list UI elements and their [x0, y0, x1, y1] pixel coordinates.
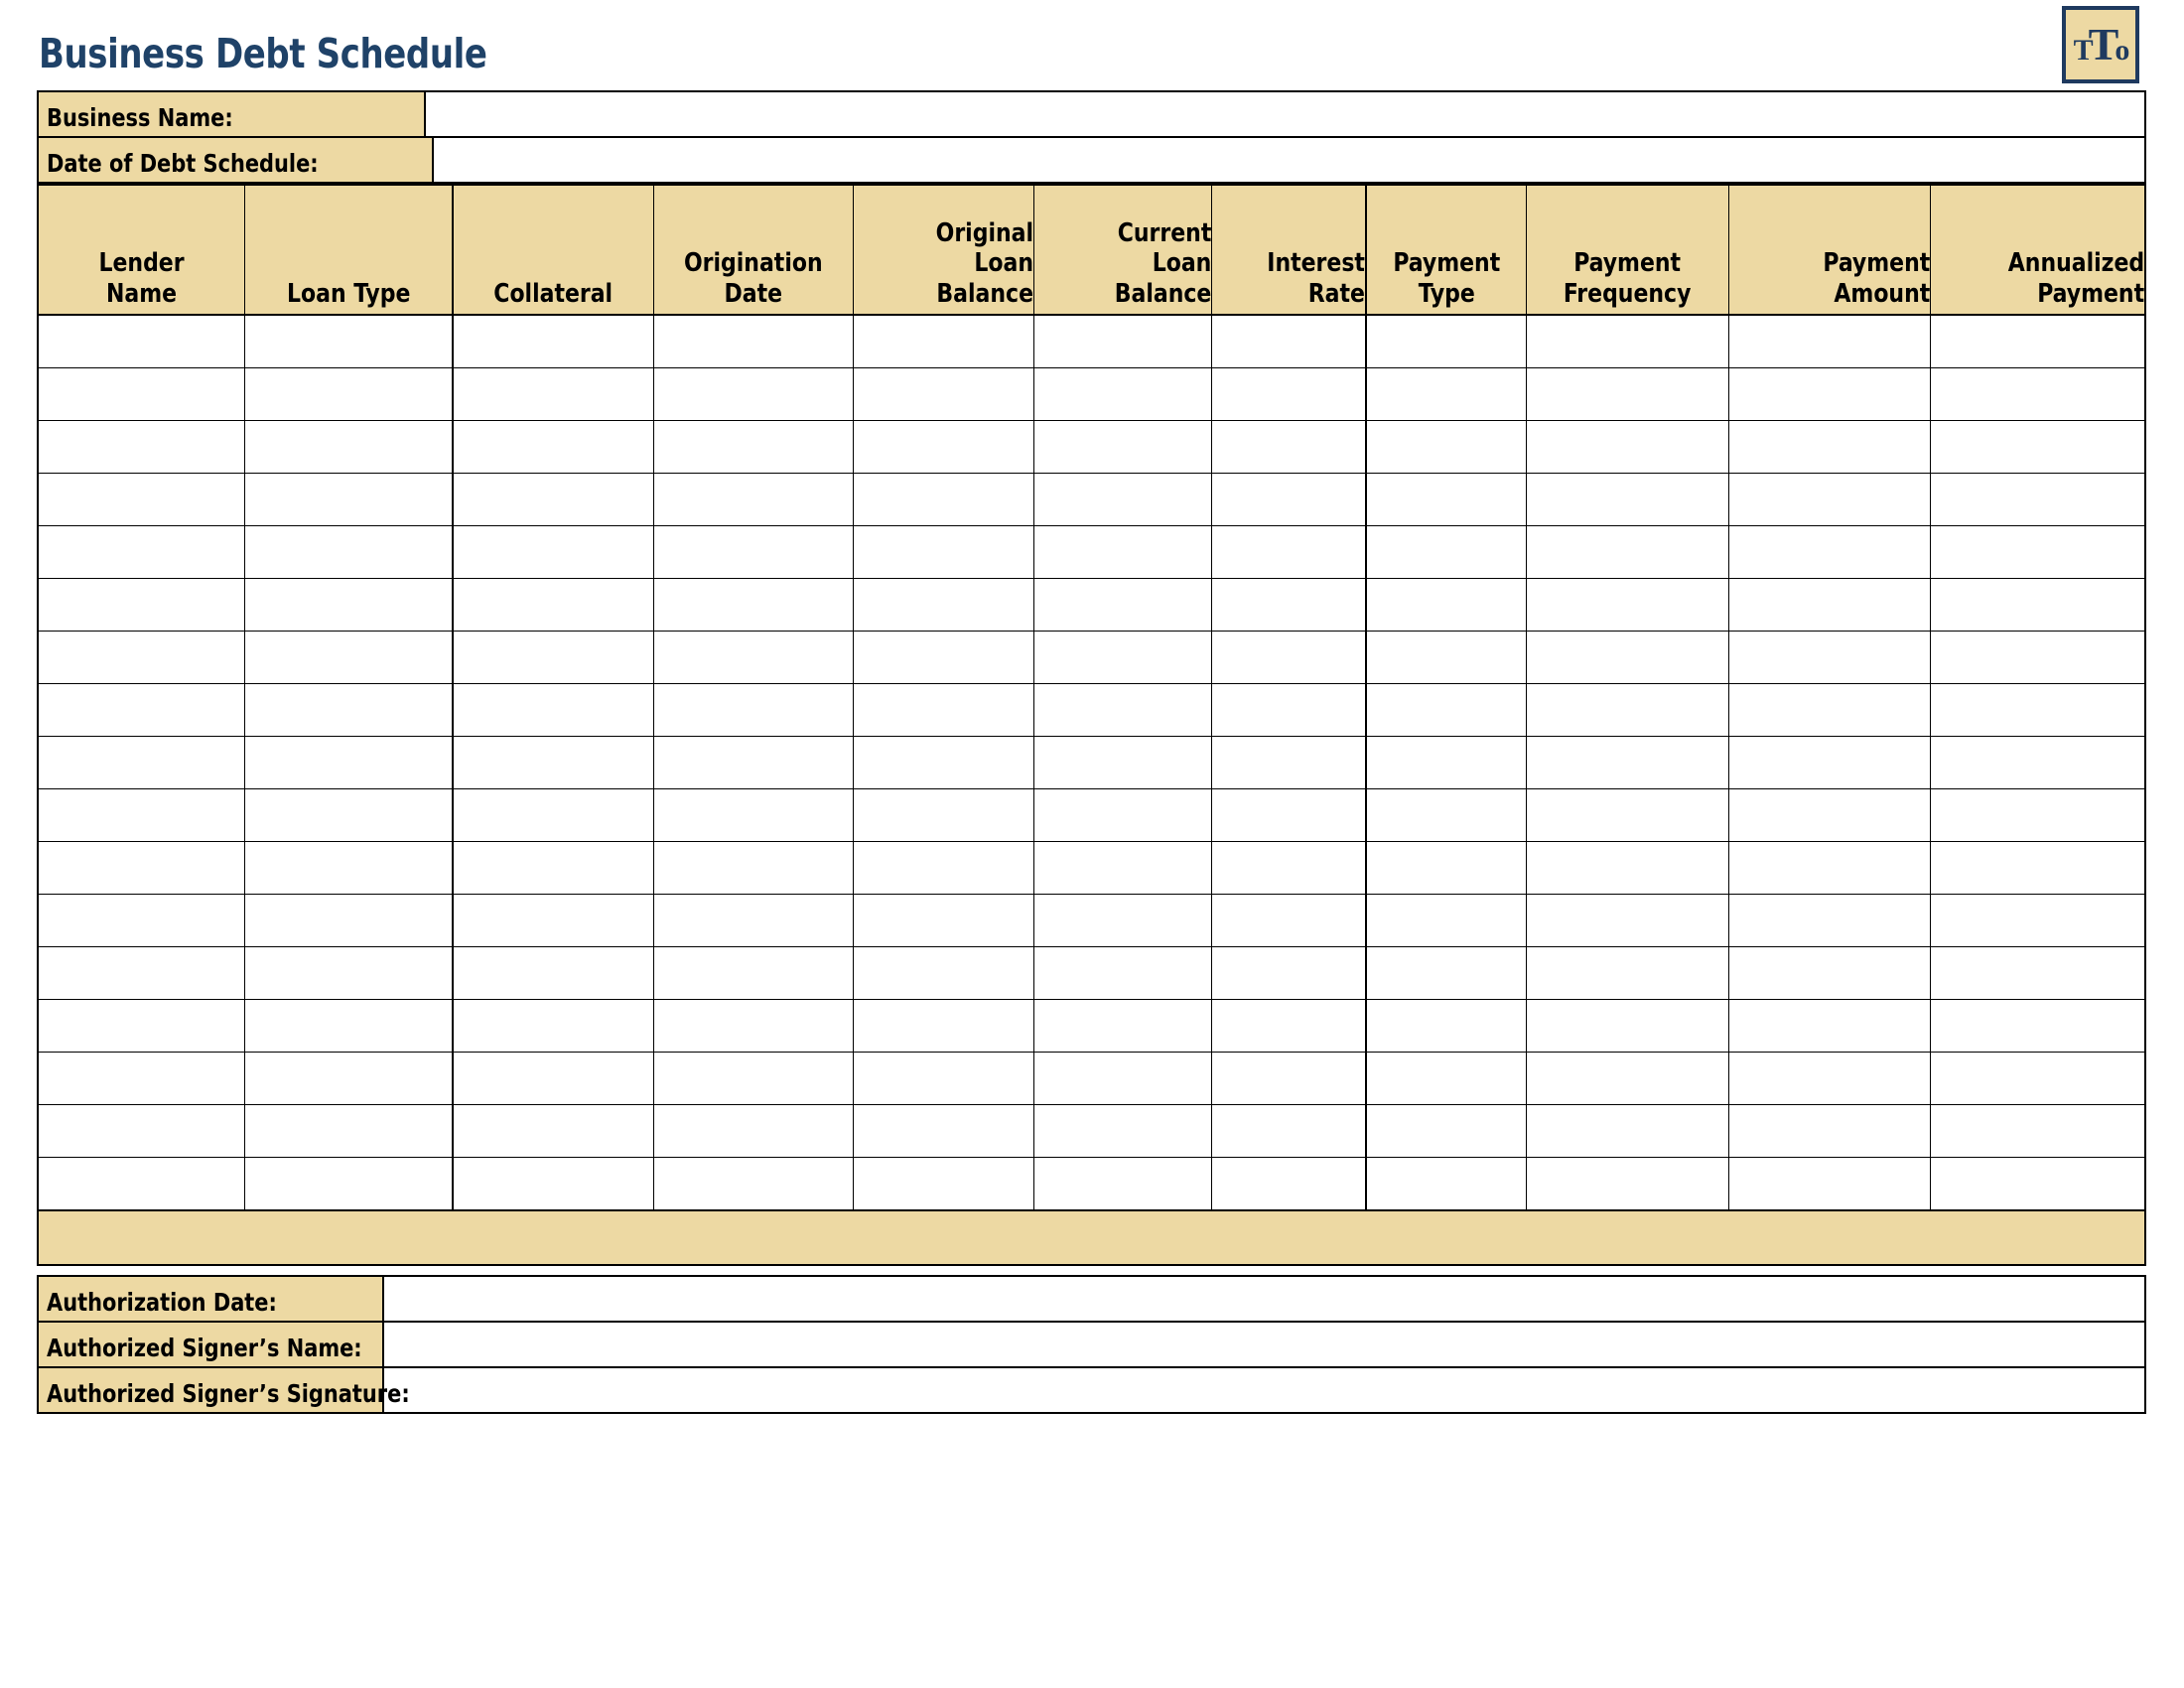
table-cell[interactable]	[1728, 895, 1930, 947]
table-cell[interactable]	[1527, 684, 1728, 737]
table-cell[interactable]	[1211, 789, 1365, 842]
table-cell[interactable]	[1527, 526, 1728, 579]
table-cell[interactable]	[1728, 789, 1930, 842]
table-cell[interactable]	[653, 368, 853, 421]
company-logo	[2062, 6, 2139, 83]
table-cell[interactable]	[1930, 947, 2145, 1000]
table-cell[interactable]	[853, 315, 1033, 368]
table-cell[interactable]	[1033, 684, 1211, 737]
table-cell[interactable]	[653, 579, 853, 632]
table-cell[interactable]	[453, 684, 653, 737]
table-cell[interactable]	[853, 895, 1033, 947]
table-cell[interactable]	[1930, 315, 2145, 368]
table-cell[interactable]	[1527, 1105, 1728, 1158]
col-header-interest-rate: Interest Rate	[1211, 185, 1365, 315]
table-cell[interactable]	[245, 684, 454, 737]
table-cell[interactable]	[853, 1000, 1033, 1053]
table-cell[interactable]	[1728, 947, 1930, 1000]
table-cell[interactable]	[653, 1158, 853, 1211]
table-cell[interactable]	[1366, 789, 1527, 842]
table-cell[interactable]	[38, 368, 245, 421]
table-cell[interactable]	[1033, 526, 1211, 579]
table-cell[interactable]	[38, 421, 245, 474]
table-body	[38, 315, 2145, 1210]
col-header-original-loan-balance: Original Loan Balance	[853, 185, 1033, 315]
table-cell[interactable]	[245, 421, 454, 474]
table-cell[interactable]	[38, 789, 245, 842]
table-cell[interactable]	[1211, 895, 1365, 947]
table-cell[interactable]	[1033, 737, 1211, 789]
table-row	[38, 474, 2145, 526]
table-cell[interactable]	[1728, 421, 1930, 474]
table-cell[interactable]	[1728, 526, 1930, 579]
col-header-origination-date: Origination Date	[653, 185, 853, 315]
authorization-row-date	[39, 1277, 2144, 1323]
table-cell[interactable]	[653, 526, 853, 579]
table-cell[interactable]	[1033, 421, 1211, 474]
table-cell[interactable]	[1728, 737, 1930, 789]
table-cell[interactable]	[1211, 474, 1365, 526]
table-cell[interactable]	[1930, 632, 2145, 684]
date-of-debt-schedule-field[interactable]	[434, 138, 2144, 182]
table-cell[interactable]	[1366, 1105, 1527, 1158]
table-cell[interactable]	[1527, 579, 1728, 632]
table-cell[interactable]	[453, 737, 653, 789]
table-cell[interactable]	[1930, 1000, 2145, 1053]
table-cell[interactable]	[453, 315, 653, 368]
table-cell[interactable]	[1033, 842, 1211, 895]
authorized-signer-name-label: Authorized Signer’s Name:	[39, 1323, 384, 1366]
col-header-annualized-payment: Annualized Payment	[1930, 185, 2145, 315]
table-cell[interactable]	[853, 789, 1033, 842]
table-cell[interactable]	[38, 474, 245, 526]
table-cell[interactable]	[1366, 315, 1527, 368]
table-cell[interactable]	[1527, 842, 1728, 895]
col-header-loan-type: Loan Type	[245, 185, 454, 315]
table-cell[interactable]	[1527, 947, 1728, 1000]
table-cell[interactable]	[1366, 684, 1527, 737]
table-cell[interactable]	[1527, 315, 1728, 368]
table-row	[38, 737, 2145, 789]
col-header-payment-type: Payment Type	[1366, 185, 1527, 315]
table-cell[interactable]	[453, 947, 653, 1000]
table-header-row	[38, 185, 2145, 315]
table-cell[interactable]	[1366, 579, 1527, 632]
table-cell[interactable]	[1930, 579, 2145, 632]
table-cell[interactable]	[853, 632, 1033, 684]
table-cell[interactable]	[1728, 1053, 1930, 1105]
table-cell[interactable]	[453, 474, 653, 526]
table-cell[interactable]	[453, 842, 653, 895]
authorization-block	[37, 1275, 2146, 1414]
table-cell[interactable]	[38, 526, 245, 579]
authorized-signer-signature-label: Authorized Signer’s Signature:	[39, 1368, 384, 1412]
table-row	[38, 1158, 2145, 1211]
table-cell[interactable]	[1930, 1105, 2145, 1158]
authorization-date-label: Authorization Date:	[39, 1277, 384, 1321]
table-cell[interactable]	[853, 737, 1033, 789]
col-header-lender-name: Lender Name	[38, 185, 245, 315]
table-cell[interactable]	[1033, 579, 1211, 632]
table-cell[interactable]	[1033, 1158, 1211, 1211]
table-cell[interactable]	[1033, 789, 1211, 842]
table-cell[interactable]	[1527, 1053, 1728, 1105]
authorization-date-field[interactable]	[384, 1277, 2144, 1321]
table-row	[38, 368, 2145, 421]
table-row	[38, 947, 2145, 1000]
authorized-signer-name-field[interactable]	[384, 1323, 2144, 1366]
table-cell[interactable]	[1366, 632, 1527, 684]
table-cell[interactable]	[453, 789, 653, 842]
table-cell[interactable]	[453, 1105, 653, 1158]
table-row	[38, 526, 2145, 579]
table-cell[interactable]	[1728, 579, 1930, 632]
table-cell[interactable]	[1728, 315, 1930, 368]
table-cell[interactable]	[1930, 526, 2145, 579]
col-header-current-loan-balance: Current Loan Balance	[1033, 185, 1211, 315]
table-cell[interactable]	[1033, 315, 1211, 368]
table-cell[interactable]	[453, 632, 653, 684]
table-cell[interactable]	[853, 579, 1033, 632]
table-cell[interactable]	[1527, 1158, 1728, 1211]
table-cell[interactable]	[1728, 684, 1930, 737]
table-cell[interactable]	[1211, 842, 1365, 895]
table-cell[interactable]	[453, 421, 653, 474]
debt-schedule-sheet	[37, 90, 2146, 1414]
info-row-business-name	[37, 90, 2146, 136]
table-cell[interactable]	[1930, 737, 2145, 789]
table-cell[interactable]	[1527, 632, 1728, 684]
table-row	[38, 579, 2145, 632]
table-cell[interactable]	[453, 368, 653, 421]
table-cell[interactable]	[1728, 842, 1930, 895]
table-cell[interactable]	[1033, 1000, 1211, 1053]
table-cell[interactable]	[853, 474, 1033, 526]
table-cell[interactable]	[1930, 1053, 2145, 1105]
debt-schedule-table	[37, 184, 2146, 1211]
table-cell[interactable]	[1527, 474, 1728, 526]
col-header-collateral: Collateral	[453, 185, 653, 315]
table-cell[interactable]	[853, 842, 1033, 895]
table-cell[interactable]	[1366, 1000, 1527, 1053]
table-cell[interactable]	[453, 895, 653, 947]
business-name-field[interactable]	[426, 92, 2144, 136]
table-cell[interactable]	[853, 368, 1033, 421]
table-cell[interactable]	[38, 1105, 245, 1158]
table-cell[interactable]	[1033, 632, 1211, 684]
table-cell[interactable]	[453, 526, 653, 579]
table-cell[interactable]	[1527, 895, 1728, 947]
table-cell[interactable]	[1728, 632, 1930, 684]
table-cell[interactable]	[1527, 421, 1728, 474]
table-cell[interactable]	[1527, 1000, 1728, 1053]
table-cell[interactable]	[1728, 368, 1930, 421]
table-cell[interactable]	[653, 1053, 853, 1105]
table-cell[interactable]	[1366, 368, 1527, 421]
col-header-payment-frequency: Payment Frequency	[1527, 185, 1728, 315]
table-cell[interactable]	[1211, 684, 1365, 737]
logo-wordmark	[2073, 19, 2128, 70]
table-cell[interactable]	[1366, 737, 1527, 789]
table-cell[interactable]	[1728, 474, 1930, 526]
table-cell[interactable]	[853, 1053, 1033, 1105]
table-cell[interactable]	[1211, 1158, 1365, 1211]
table-cell[interactable]	[245, 947, 454, 1000]
table-cell[interactable]	[1211, 632, 1365, 684]
table-row	[38, 1105, 2145, 1158]
table-cell[interactable]	[245, 526, 454, 579]
table-cell[interactable]	[1366, 947, 1527, 1000]
table-footer-band	[37, 1211, 2146, 1266]
table-cell[interactable]	[1366, 895, 1527, 947]
table-cell[interactable]	[1033, 895, 1211, 947]
table-row	[38, 1000, 2145, 1053]
table-cell[interactable]	[245, 737, 454, 789]
table-cell[interactable]	[1211, 315, 1365, 368]
table-cell[interactable]	[453, 1000, 653, 1053]
table-cell[interactable]	[853, 1158, 1033, 1211]
table-cell[interactable]	[1211, 368, 1365, 421]
table-row	[38, 315, 2145, 368]
table-cell[interactable]	[245, 789, 454, 842]
table-cell[interactable]	[1930, 474, 2145, 526]
table-cell[interactable]	[245, 368, 454, 421]
logo-letter-1: T	[2073, 34, 2092, 67]
business-name-label: Business Name:	[39, 92, 426, 136]
table-cell[interactable]	[38, 842, 245, 895]
table-cell[interactable]	[1033, 368, 1211, 421]
table-cell[interactable]	[1930, 368, 2145, 421]
table-cell[interactable]	[453, 1158, 653, 1211]
table-row	[38, 632, 2145, 684]
table-row	[38, 684, 2145, 737]
table-cell[interactable]	[1930, 895, 2145, 947]
table-cell[interactable]	[1930, 1158, 2145, 1211]
table-cell[interactable]	[453, 1053, 653, 1105]
date-of-debt-schedule-label: Date of Debt Schedule:	[39, 138, 434, 182]
table-cell[interactable]	[453, 579, 653, 632]
table-cell[interactable]	[38, 1158, 245, 1211]
table-cell[interactable]	[1211, 526, 1365, 579]
info-row-date-of-debt-schedule	[37, 136, 2146, 184]
table-cell[interactable]	[1211, 1105, 1365, 1158]
table-cell[interactable]	[653, 1105, 853, 1158]
table-cell[interactable]	[245, 1053, 454, 1105]
table-cell[interactable]	[1527, 737, 1728, 789]
table-cell[interactable]	[653, 421, 853, 474]
table-cell[interactable]	[245, 579, 454, 632]
table-cell[interactable]	[38, 579, 245, 632]
table-cell[interactable]	[245, 474, 454, 526]
table-cell[interactable]	[653, 737, 853, 789]
table-cell[interactable]	[1366, 1053, 1527, 1105]
table-row	[38, 842, 2145, 895]
table-cell[interactable]	[1527, 368, 1728, 421]
table-cell[interactable]	[853, 421, 1033, 474]
page-title: Business Debt Schedule	[39, 30, 487, 77]
table-row	[38, 895, 2145, 947]
table-cell[interactable]	[245, 315, 454, 368]
table-cell[interactable]	[1527, 789, 1728, 842]
table-cell[interactable]	[38, 895, 245, 947]
table-cell[interactable]	[1211, 579, 1365, 632]
authorization-row-signer-name	[39, 1323, 2144, 1368]
col-header-payment-amount: Payment Amount	[1728, 185, 1930, 315]
table-cell[interactable]	[38, 315, 245, 368]
table-cell[interactable]	[1366, 474, 1527, 526]
table-cell[interactable]	[38, 1053, 245, 1105]
table-cell[interactable]	[245, 1158, 454, 1211]
table-cell[interactable]	[653, 895, 853, 947]
table-cell[interactable]	[853, 526, 1033, 579]
table-cell[interactable]	[653, 1000, 853, 1053]
table-cell[interactable]	[1366, 842, 1527, 895]
table-cell[interactable]	[1728, 1158, 1930, 1211]
authorization-row-signature	[39, 1368, 2144, 1412]
table-cell[interactable]	[653, 474, 853, 526]
table-cell[interactable]	[1366, 1158, 1527, 1211]
logo-letter-3: o	[2115, 34, 2128, 67]
table-row	[38, 421, 2145, 474]
table-cell[interactable]	[1930, 842, 2145, 895]
table-cell[interactable]	[1211, 1000, 1365, 1053]
table-cell[interactable]	[653, 947, 853, 1000]
table-cell[interactable]	[38, 1000, 245, 1053]
table-cell[interactable]	[1366, 421, 1527, 474]
table-row	[38, 1053, 2145, 1105]
table-cell[interactable]	[1033, 947, 1211, 1000]
table-cell[interactable]	[245, 842, 454, 895]
table-cell[interactable]	[38, 632, 245, 684]
table-cell[interactable]	[1211, 1053, 1365, 1105]
table-cell[interactable]	[245, 1105, 454, 1158]
authorized-signer-signature-field[interactable]	[384, 1368, 2144, 1412]
logo-letter-2: T	[2088, 19, 2117, 70]
table-cell[interactable]	[1366, 526, 1527, 579]
table-cell[interactable]	[245, 1000, 454, 1053]
table-cell[interactable]	[653, 315, 853, 368]
table-cell[interactable]	[1211, 421, 1365, 474]
table-cell[interactable]	[245, 895, 454, 947]
table-cell[interactable]	[853, 1105, 1033, 1158]
table-cell[interactable]	[1930, 789, 2145, 842]
table-cell[interactable]	[1211, 737, 1365, 789]
table-cell[interactable]	[38, 737, 245, 789]
table-cell[interactable]	[653, 684, 853, 737]
table-cell[interactable]	[853, 947, 1033, 1000]
table-cell[interactable]	[1930, 421, 2145, 474]
table-cell[interactable]	[38, 684, 245, 737]
table-cell[interactable]	[1211, 947, 1365, 1000]
table-cell[interactable]	[245, 632, 454, 684]
table-cell[interactable]	[653, 789, 853, 842]
table-cell[interactable]	[1728, 1000, 1930, 1053]
table-cell[interactable]	[1033, 1105, 1211, 1158]
table-cell[interactable]	[653, 632, 853, 684]
table-cell[interactable]	[1728, 1105, 1930, 1158]
table-cell[interactable]	[38, 947, 245, 1000]
table-cell[interactable]	[653, 842, 853, 895]
table-row	[38, 789, 2145, 842]
table-cell[interactable]	[853, 684, 1033, 737]
table-cell[interactable]	[1033, 1053, 1211, 1105]
table-cell[interactable]	[1033, 474, 1211, 526]
table-cell[interactable]	[1930, 684, 2145, 737]
